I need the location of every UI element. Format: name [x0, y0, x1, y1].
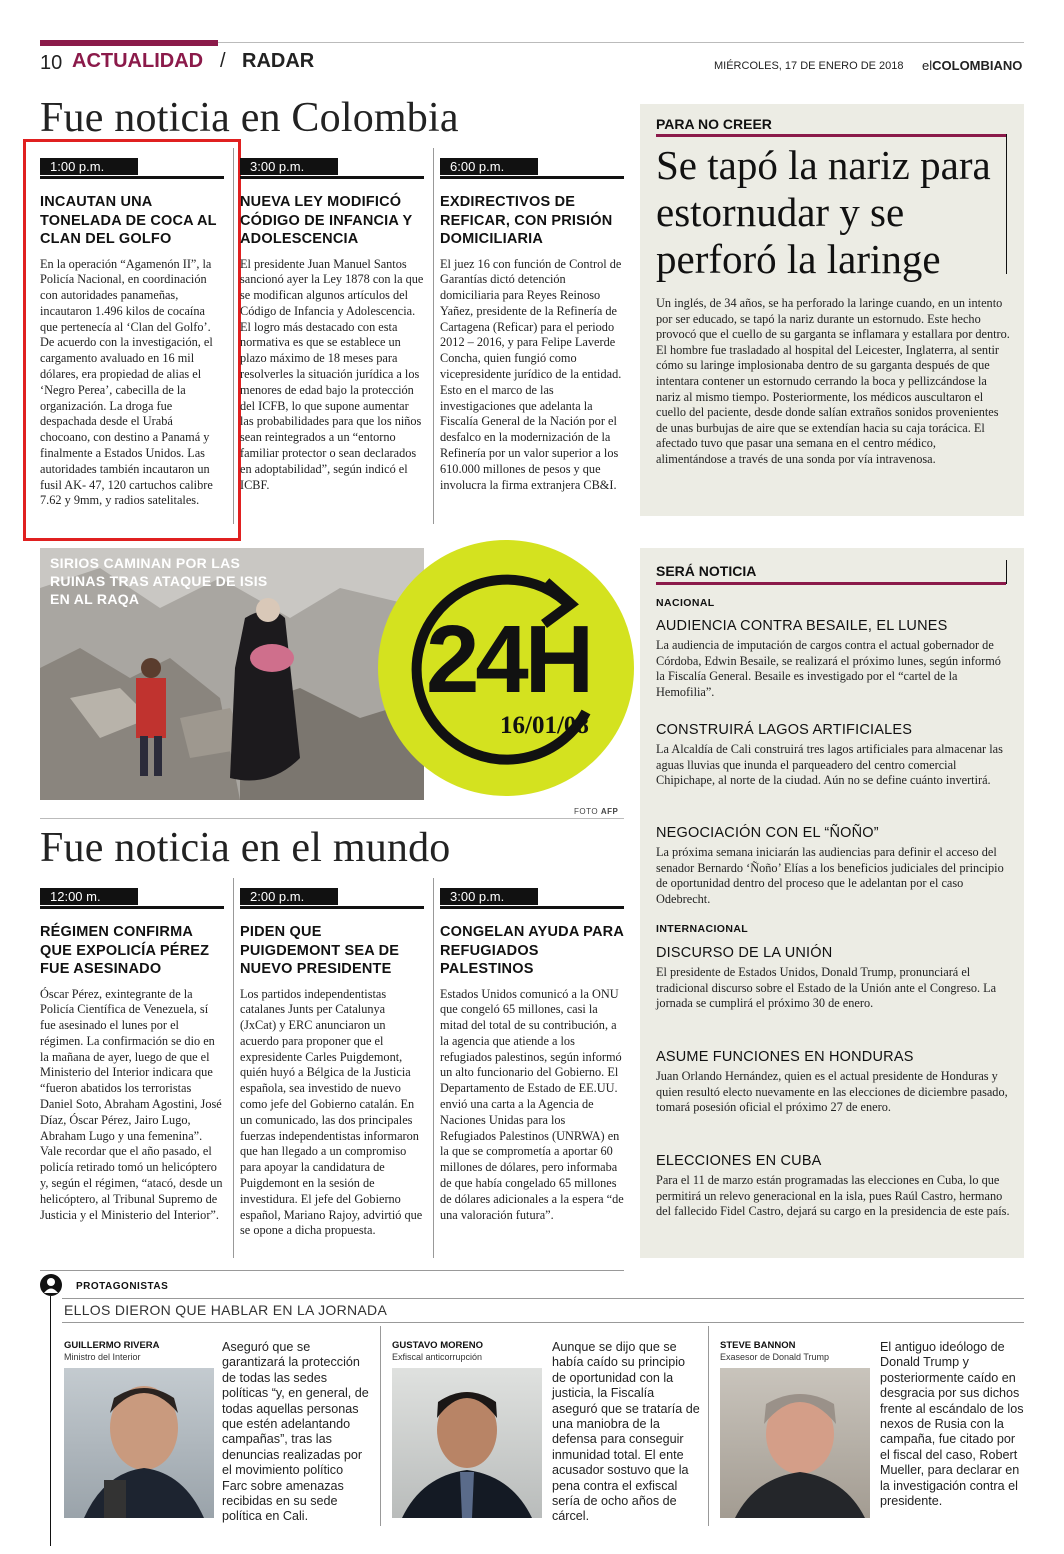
column-divider: [433, 878, 434, 1258]
section-name: ACTUALIDAD: [72, 50, 204, 72]
category-nacional: NACIONAL: [656, 597, 715, 609]
time-badge: 2:00 p.m.: [240, 888, 338, 905]
page-number: 10: [40, 52, 63, 74]
mundo-title: Fue noticia en el mundo: [40, 825, 451, 871]
issue-date: MIÉRCOLES, 17 DE ENERO DE 2018: [714, 60, 904, 72]
header-accent-bar: [40, 40, 218, 46]
portrait-rivera: [64, 1368, 214, 1518]
time-badge: 12:00 m.: [40, 888, 138, 905]
colombia-item-3: [440, 158, 624, 493]
person-role: Ministro del Interior: [64, 1352, 141, 1362]
section-rule: [40, 818, 624, 819]
person-name: GUILLERMO RIVERA: [64, 1340, 160, 1351]
news-body: Estados Unidos comunicó a la ONU que congeló 65 millones, casi la mitad del total de su contribución, a la agencia que atiende a los refugiados palestinos, según informó un alto funcionario del Gobierno. El Departamento de Estado de EE.UU. envió una carta a la Agencia de Naciones Unidas para los Refugiados Palestinos (UNRWA) en la que se comprometía a aportar 60 millones de dólares, pero informaba de que había congelado 65 millones de dólares adicionales a la espera “de una valoración futura”.: [440, 986, 624, 1222]
person-name: STEVE BANNON: [720, 1340, 796, 1351]
time-rule: [240, 906, 424, 909]
person-quote: Aseguró que se garantizará la protección de todas las sedes políticas “y, en general, de todas aquellas personas que estén adelantando campañas”, tras las denuncias realizadas por el movimiento político Farc sobre amenazas recibidas en su sede política en Cali.: [222, 1340, 369, 1524]
time-badge: 6:00 p.m.: [440, 158, 538, 175]
protagonistas-vertical-rule: [50, 1296, 51, 1546]
agenda-body: Para el 11 de marzo están programadas las elecciones en Cuba, lo que permitirá un relevo generacional en la isla, pues Raúl Castro, hermano del fallecido Fidel Castro, dejará su cargo en la presidencia de este país.: [656, 1173, 1010, 1219]
agenda-title: DISCURSO DE LA UNIÓN: [656, 945, 833, 961]
column-divider: [380, 1326, 381, 1526]
agenda-title: CONSTRUIRÁ LAGOS ARTIFICIALES: [656, 722, 913, 738]
colombia-item-2: [240, 158, 424, 493]
protagonistas-subrule: [62, 1322, 1024, 1323]
news-body: Los partidos independentistas catalanes Junts per Catalunya (JxCat) y ERC anunciaron un acuerdo para proponer que el expresidente Carles Puigdemont, quién huyó a Bélgica de la Justicia española, sea investido de nuevo como jefe del Gobierno catalán. En un comunicado, las dos principales fuerzas independentistas informaron que han llegado a un compromiso para apoyar la candidatura de Puigdemont en la sesión de investidura. El jefe del Gobierno español, Mariano Rajoy, advirtió que se opone a dicha propuesta.: [240, 986, 423, 1238]
agenda-title: NEGOCIACIÓN CON EL “ÑOÑO”: [656, 825, 879, 841]
agenda-body: Juan Orlando Hernández, quien es el actual presidente de Honduras y quien resultó electo nuevamente en las elecciones de diciembre pasado, tomará posesión oficial el próximo 27 de enero.: [656, 1069, 1008, 1115]
agenda-body: El presidente de Estados Unidos, Donald Trump, pronunciará el tradicional discurso sobre el Estado de la Unión ante el Congreso. La jornada se cumplirá el próximo 30 de enero.: [656, 965, 997, 1011]
panel-vertical-rule: [1006, 560, 1007, 584]
agenda-title: ASUME FUNCIONES EN HONDURAS: [656, 1049, 914, 1065]
time-rule: [440, 906, 624, 909]
protagonistas-rule: [40, 1270, 624, 1271]
photo-credit: [574, 807, 618, 816]
person-role: Exfiscal anticorrupción: [392, 1352, 483, 1362]
time-rule: [40, 176, 224, 179]
kicker-rule: [656, 582, 1006, 585]
news-body: Óscar Pérez, exintegrante de la Policía Científica de Venezuela, sí fue asesinado el lunes por el régimen. La confirmación se dio en la mañana de ayer, luego de que el Ministerio del Interior indicara que “fueron abatidos los terroristas Daniel Soto, Abraham Agostini, José Díaz, Óscar Pérez, Jairo Lugo, Abraham Lugo y una femenina”. Vale recordar que el año pasado, el policía retirado tomó un helicóptero y, según el régimen, “atacó, desde un helicóptero, al Tribunal Supremo de Justicia y el Ministerio del Interior”.: [40, 986, 223, 1222]
protagonistas-label: PROTAGONISTAS: [76, 1281, 169, 1292]
kicker-rule: [656, 134, 1006, 137]
news-headline: PIDEN QUE PUIGDEMONT SEA DE NUEVO PRESIDENTE: [240, 924, 400, 977]
person-silhouette-icon: [720, 1368, 870, 1518]
brand-name: COLOMBIANO: [932, 58, 1023, 73]
protagonistas-subtitle: ELLOS DIERON QUE HABLAR EN LA JORNADA: [64, 1302, 388, 1318]
column-divider: [233, 878, 234, 1258]
person-quote: El antiguo ideólogo de Donald Trump y posteriormente caído en desgracia por sus dichos frente al escándalo de los nexos de Rusia con la campaña, fue citado por el fiscal del caso, Robert Mueller, para declarar en la investigación contra el presidente.: [880, 1340, 1024, 1509]
colombia-title: Fue noticia en Colombia: [40, 95, 459, 141]
para-no-creer-title: Se tapó la nariz para estornudar y se perforó la laringe: [656, 142, 991, 282]
protagonistas-subrule: [62, 1298, 1024, 1299]
person-icon: [40, 1274, 62, 1296]
person-silhouette-icon: [392, 1368, 542, 1518]
para-no-creer-kicker: PARA NO CREER: [656, 116, 772, 132]
colombia-item-1: [40, 158, 224, 509]
agenda-title: ELECCIONES EN CUBA: [656, 1153, 822, 1169]
time-badge: 3:00 p.m.: [440, 888, 538, 905]
person-quote: Aunque se dijo que se había caído su principio de oportunidad con la justicia, la Fiscalía aseguró que se trataría de una maniobra de la defensa para conseguir inmunidad total. El ente acusador sostuvo que la pena contra el exfiscal sería de ocho años de cárcel.: [552, 1340, 700, 1524]
header-rule: [218, 42, 1024, 43]
24h-date: 16/01/08: [500, 712, 589, 739]
news-body: En la operación “Agamenón II”, la Policía Nacional, en coordinación con autoridades panameñas, incautaron 1.496 kilos de cocaína que pertenecía al ‘Clan del Golfo’. De acuerdo con la investigación, el cargamento avaluado en 16 mil dólares, era propiedad de alias el ‘Negro Perea’, cabecilla de la organización. La droga fue despachada desde el Urabá chocoano, con destino a Panamá y finalmente a Estados Unidos. Las autoridades también incautaron un fusil AK- 47, 120 cartuchos calibre 7.62 y 9mm, y radios satelitales.: [40, 256, 213, 508]
portrait-bannon: [720, 1368, 870, 1518]
24h-text: 24H: [426, 606, 591, 713]
mundo-item-3: [440, 888, 624, 1223]
time-rule: [240, 176, 424, 179]
news-headline: RÉGIMEN CONFIRMA QUE EXPOLICÍA PÉREZ FUE ASESINADO: [40, 924, 210, 977]
para-no-creer-body: Un inglés, de 34 años, se ha perforado la laringe cuando, en un intento por ser educado, se tapó la nariz durante un estornudo. Este hecho provocó que el cuello de su garganta se inflamara y estallara por dentro. El hombre fue trasladado al hospital del Leicester, Inglaterra, al sentir cómo su laringe implosionaba dentro de su garganta después de que intentara contener un estornudo cerrando la boca y pellizcándose la nariz al mismo tiempo. Posteriormente, los médicos auscultaron el cuello del paciente, desde donde salían extraños sonidos provenientes de unas burbujas de aire que se extendían hacia su caja torácica. El afectado tuvo que pasar una semana en el centro médico, alimentándose a través de una sonda por vía intravenosa.: [656, 296, 1010, 466]
photo-caption: SIRIOS CAMINAN POR LAS RUINAS TRAS ATAQUE DE ISIS EN AL RAQA: [50, 555, 268, 607]
brand-prefix: el: [922, 58, 933, 73]
news-photo: [40, 548, 424, 800]
sera-noticia-kicker: SERÁ NOTICIA: [656, 563, 757, 579]
column-divider: [708, 1326, 709, 1526]
news-body: El juez 16 con función de Control de Garantías dictó detención domiciliaria para Reyes Reinoso Yañez, presidente de la Refinería de Cartagena (Reficar) para el periodo 2012 – 2016, y para Felipe Laverde Concha, quien fungió como vicepresidente jurídico de la entidad. Esto en el marco de las investigaciones que adelanta la Fiscalía General de la Nación por el desfalco en la modernización de la Refinería por un valor superior a los 610.000 millones de pesos y que involucra la firma extranjera CB&I.: [440, 256, 622, 492]
news-headline: NUEVA LEY MODIFICÓ CÓDIGO DE INFANCIA Y ADOLESCENCIA: [240, 194, 413, 247]
column-divider: [233, 148, 234, 524]
agenda-title: AUDIENCIA CONTRA BESAILE, EL LUNES: [656, 618, 948, 634]
panel-vertical-rule: [1006, 134, 1007, 274]
time-badge: 1:00 p.m.: [40, 158, 138, 175]
news-headline: CONGELAN AYUDA PARA REFUGIADOS PALESTINOS: [440, 924, 624, 977]
photo-credit-agency: AFP: [600, 807, 619, 816]
news-headline: INCAUTAN UNA TONELADA DE COCA AL CLAN DEL GOLFO: [40, 194, 217, 247]
time-badge: 3:00 p.m.: [240, 158, 338, 175]
column-divider: [433, 148, 434, 524]
person-role: Exasesor de Donald Trump: [720, 1352, 830, 1362]
brand-logo: [922, 58, 1022, 73]
time-rule: [440, 176, 624, 179]
photo-credit-prefix: FOTO: [574, 807, 599, 816]
person-name: GUSTAVO MORENO: [392, 1340, 483, 1351]
person-silhouette-icon: [64, 1368, 214, 1518]
mundo-item-1: [40, 888, 224, 1223]
subsection-name: RADAR: [242, 50, 315, 72]
category-internacional: INTERNACIONAL: [656, 923, 749, 935]
time-rule: [40, 906, 224, 909]
news-headline: EXDIRECTIVOS DE REFICAR, CON PRISIÓN DOMICILIARIA: [440, 194, 613, 247]
mundo-item-2: [240, 888, 424, 1239]
portrait-moreno: [392, 1368, 542, 1518]
agenda-body: La Alcaldía de Cali construirá tres lagos artificiales para almacenar las aguas lluvias que inunda el parqueadero del centro comercial Chipichape, al norte de la ciudad. Aún no se define cuánto invertirá.: [656, 742, 1003, 788]
news-body: El presidente Juan Manuel Santos sancionó ayer la Ley 1878 con la que se modifican algunos artículos del Código de Infancia y Adolescencia. El logro más destacado con esta normativa es que se establece un plazo máximo de 18 meses para resolverles la situación jurídica a los menores de edad bajo la protección del ICFB, lo que supone aumentar las probabilidades para que los niños sean reintegrados a un “entorno familiar protector o sean declarados en adoptabilidad”, según indicó el ICBF.: [240, 256, 424, 492]
agenda-body: La audiencia de imputación de cargos contra el actual gobernador de Córdoba, Edwin Besaile, se realizará el próximo lunes, según informó la Fiscalía General. Besaile es investigado por el “cartel de la Hemofilia”.: [656, 638, 1001, 699]
section-separator: /: [220, 50, 226, 72]
agenda-body: La próxima semana iniciarán las audiencias para definir el acceso del senador Bernardo ‘Ñoño’ Elías a los beneficios judiciales del principio de oportunidad dentro del proceso que le adelantan por el caso Odebrecht.: [656, 845, 1004, 906]
